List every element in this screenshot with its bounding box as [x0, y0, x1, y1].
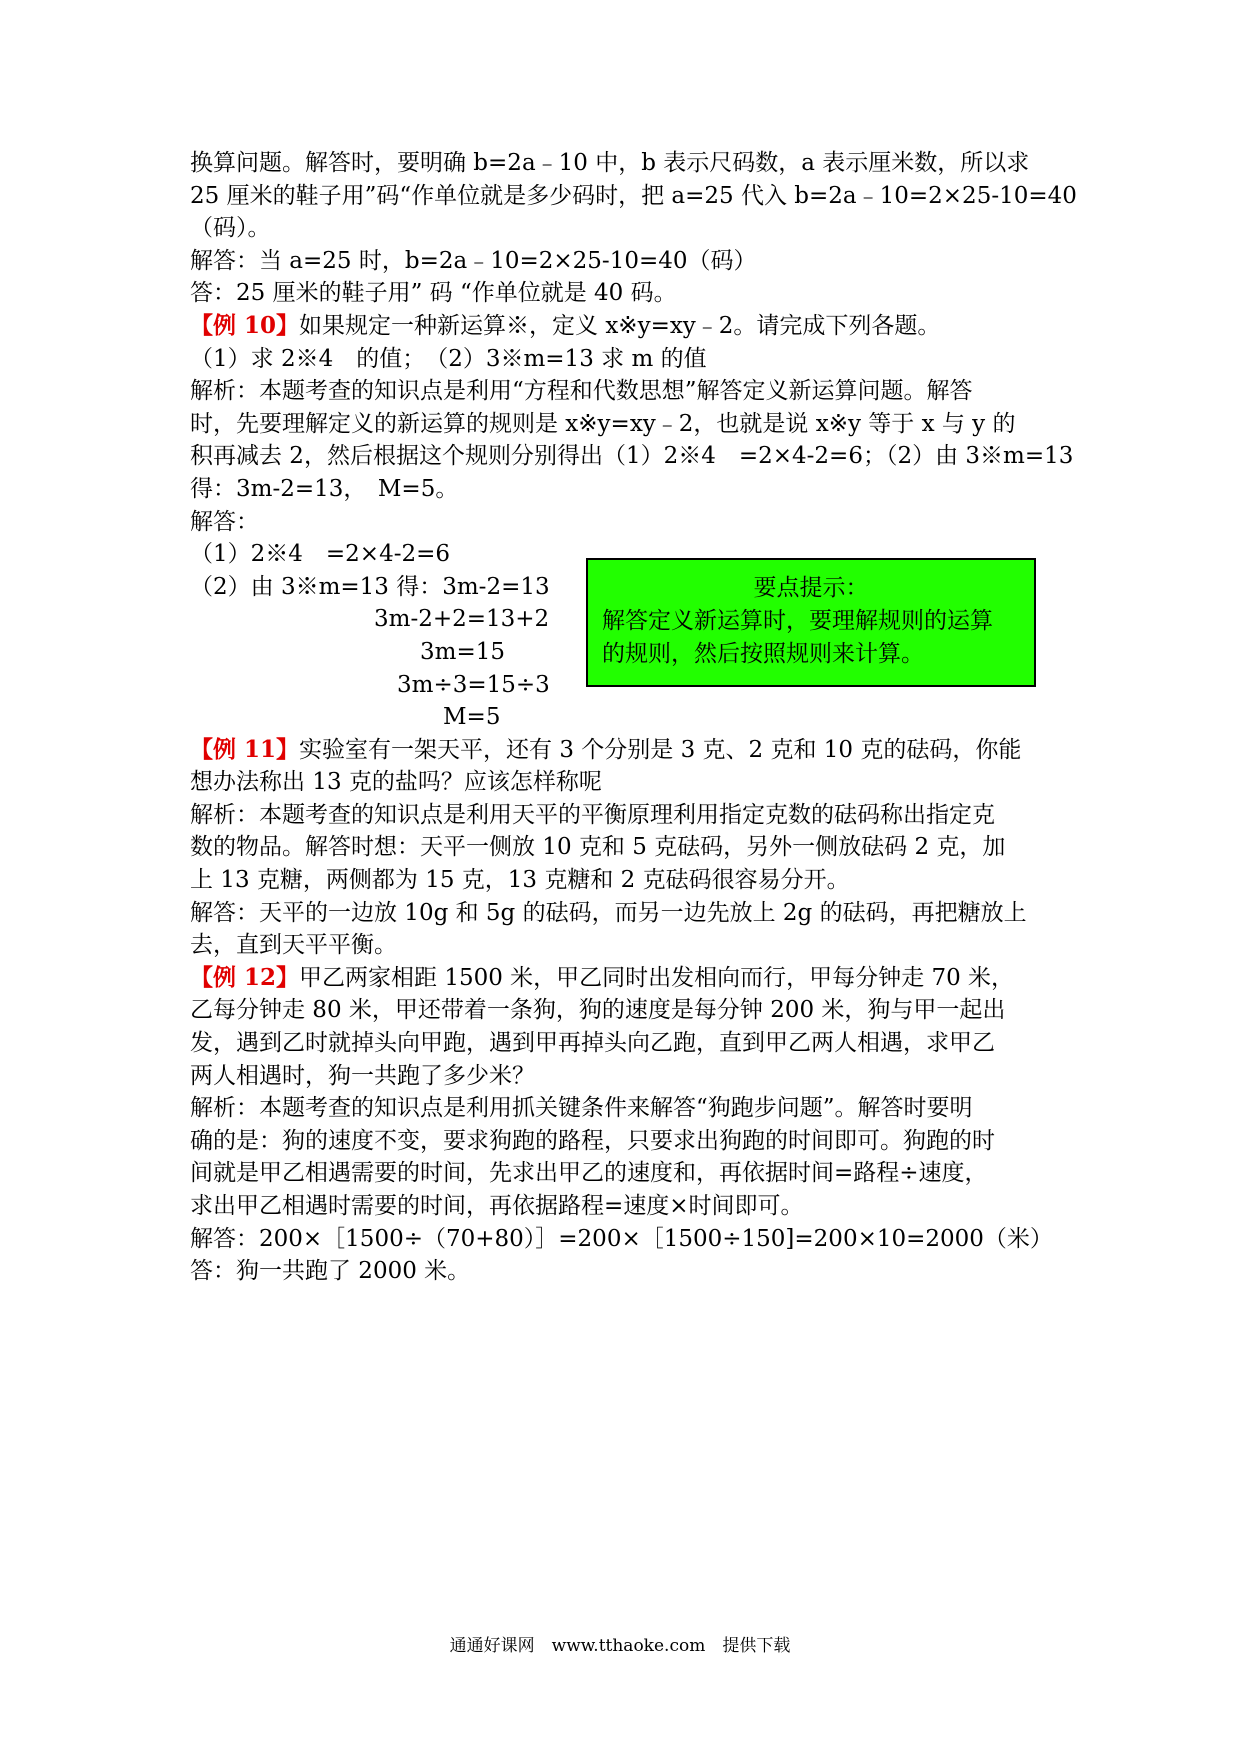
line-text: （2）由 3※m=13 得：3m-2=13	[190, 573, 550, 600]
line-text: 换算问题。解答时，要明确 b=2a﹣10 中，b 表示尺码数，a 表示厘米数，所以求	[190, 150, 1030, 176]
line-text: 3m=15	[190, 638, 505, 665]
text-line	[190, 897, 1070, 930]
line-text: （码）。	[190, 215, 271, 242]
page-footer: 通通好课网 www.tthaoke.com 提供下载	[449, 1636, 791, 1656]
line-text: 甲乙两家相距 1500 米，甲乙同时出发相向而行，甲每分钟走 70 米，	[299, 964, 1015, 991]
text-line	[190, 212, 1070, 245]
example-heading-line	[190, 734, 1070, 767]
line-text: 3m÷3=15÷3	[190, 671, 550, 698]
line-text: （1）求 2※4 的值； （2）3※m=13 求 m 的值	[190, 345, 707, 372]
text-line	[190, 277, 1070, 310]
text-line	[190, 1027, 1070, 1060]
text-line	[190, 1060, 1070, 1093]
text-line	[190, 506, 1070, 539]
line-text: 发，遇到乙时就掉头向甲跑，遇到甲再掉头向乙跑，直到甲乙两人相遇，求甲乙	[190, 1030, 995, 1057]
line-text: 解析：本题考查的知识点是利用抓关键条件来解答“狗跑步问题”。解答时要明	[190, 1095, 973, 1122]
line-text: 想办法称出 13 克的盐吗？应该怎样称呢	[190, 769, 602, 796]
text-line	[190, 147, 1070, 180]
line-text: M=5	[190, 704, 501, 731]
example-heading-line	[190, 962, 1070, 995]
line-text: （1）2※4 =2×4-2=6	[190, 541, 451, 568]
text-line	[190, 1223, 1070, 1256]
line-text: 答：25 厘米的鞋子用” 码 “作单位就是 40 码。	[190, 280, 677, 307]
text-line	[190, 799, 1070, 832]
tip-line: 的规则，然后按照规则来计算。	[602, 641, 924, 667]
example-heading-line	[190, 310, 1070, 343]
text-line	[190, 994, 1070, 1027]
text-line	[190, 1190, 1070, 1223]
example-label: 【例 11】	[190, 735, 300, 763]
key-point-tip-box	[586, 558, 1036, 687]
line-text: 如果规定一种新运算※，定义 x※y=xy﹣2。请完成下列各题。	[299, 312, 941, 339]
line-text: 数的物品。解答时想：天平一侧放 10 克和 5 克砝码，另外一侧放砝码 2 克，加	[190, 834, 1006, 861]
text-line	[190, 766, 1070, 799]
line-text: 解答：200×［1500÷（70+80）］=200×［1500÷150]=200×10=2000（米）	[190, 1225, 1053, 1252]
text-line	[190, 375, 1070, 408]
text-line	[190, 831, 1070, 864]
text-line	[190, 929, 1070, 962]
example-label: 【例 12】	[190, 963, 300, 991]
line-text: 3m-2+2=13+2	[190, 606, 550, 633]
tip-line: 解答定义新运算时，要理解规则的运算	[602, 608, 993, 634]
line-text: 解答：	[190, 508, 259, 535]
line-text: 积再减去 2，然后根据这个规则分别得出（1）2※4 =2×4-2=6；（2）由 3※m=13	[190, 443, 1074, 470]
line-text: 解答：当 a=25 时，b=2a﹣10=2×25-10=40（码）	[190, 247, 757, 274]
line-text: 解析：本题考查的知识点是利用天平的平衡原理利用指定克数的砝码称出指定克	[190, 801, 995, 828]
line-text: 确的是：狗的速度不变，要求狗跑的路程，只要求出狗跑的时间即可。狗跑的时	[190, 1127, 995, 1154]
line-text: 乙每分钟走 80 米，甲还带着一条狗，狗的速度是每分钟 200 米，狗与甲一起出	[190, 997, 1006, 1024]
line-text: 得：3m-2=13， M=5。	[190, 475, 459, 502]
text-line	[190, 701, 1070, 734]
text-line	[190, 245, 1070, 278]
line-text: 解答：天平的一边放 10g 和 5g 的砝码，而另一边先放上 2g 的砝码，再把糖放上	[190, 899, 1027, 926]
text-line	[190, 440, 1074, 473]
text-line	[190, 1157, 1070, 1190]
line-text: 求出甲乙相遇时需要的时间，再依据路程=速度×时间即可。	[190, 1193, 804, 1219]
text-line	[190, 1125, 1070, 1158]
line-text: 间就是甲乙相遇需要的时间，先求出甲乙的速度和，再依据时间=路程÷速度，	[190, 1160, 988, 1187]
text-line	[190, 408, 1070, 441]
line-text: 时，先要理解定义的新运算的规则是 x※y=xy﹣2，也就是说 x※y 等于 x 与 y 的	[190, 410, 1016, 437]
line-text: 25 厘米的鞋子用”码“作单位就是多少码时，把 a=25 代入 b=2a﹣10=2×25-10=40	[190, 182, 1077, 209]
tip-title: 要点提示：	[753, 575, 869, 601]
text-line	[190, 1255, 1070, 1288]
text-line	[190, 864, 1070, 897]
line-text: 上 13 克糖，两侧都为 15 克，13 克糖和 2 克砝码很容易分开。	[190, 867, 850, 894]
line-text: 去，直到天平平衡。	[190, 932, 397, 959]
example-label: 【例 10】	[190, 311, 300, 339]
text-line	[190, 473, 1070, 506]
line-text: 解析：本题考查的知识点是利用“方程和代数思想”解答定义新运算问题。解答	[190, 378, 973, 405]
text-line	[190, 343, 1070, 376]
text-line	[190, 180, 1077, 213]
text-line	[190, 1092, 1070, 1125]
line-text: 两人相遇时，狗一共跑了多少米？	[190, 1062, 535, 1089]
line-text: 实验室有一架天平，还有 3 个分别是 3 克、2 克和 10 克的砝码，你能	[299, 736, 1022, 763]
document-body	[190, 147, 1077, 1288]
line-text: 答：狗一共跑了 2000 米。	[190, 1258, 471, 1285]
